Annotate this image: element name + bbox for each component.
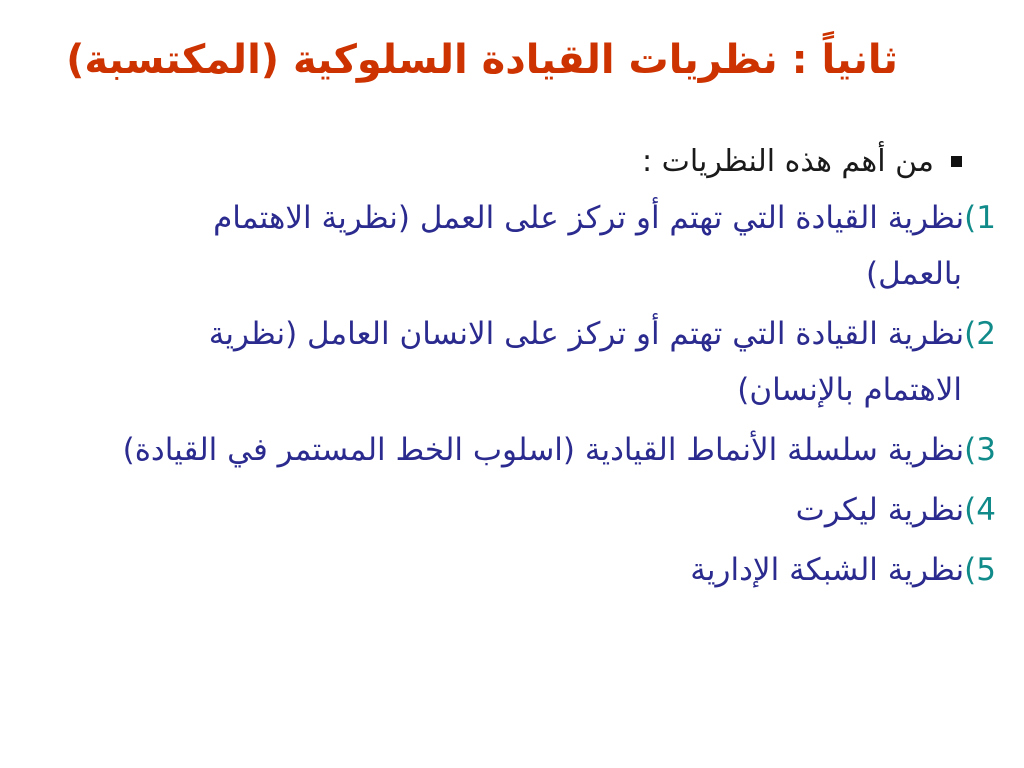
intro-line — [28, 138, 996, 186]
intro-text: من أهم هذه النظريات : — [642, 144, 934, 179]
item-text: نظرية سلسلة الأنماط القيادية (اسلوب الخط المستمر في القيادة) — [122, 432, 965, 468]
list-item-2 — [28, 306, 996, 418]
list-item-1 — [28, 190, 996, 302]
item-text: نظرية القيادة التي تهتم أو تركز على العمل (نظرية الاهتمام — [213, 200, 965, 236]
item-number: 1) — [964, 200, 996, 236]
slide-title: ثانياً : نظريات القيادة السلوكية (المكتسبة) — [66, 37, 898, 83]
item-text: نظرية الشبكة الإدارية — [690, 552, 965, 588]
item-number: 4) — [964, 492, 996, 528]
list-item-4 — [28, 482, 996, 538]
square-bullet-icon — [951, 156, 962, 167]
item-continuation: الاهتمام بالإنسان) — [737, 372, 962, 408]
item-text: نظرية ليكرت — [795, 492, 965, 528]
list-item-3 — [28, 422, 996, 478]
item-number: 5) — [964, 552, 996, 588]
item-text: نظرية القيادة التي تهتم أو تركز على الانسان العامل (نظرية — [208, 316, 965, 352]
list-item-5 — [28, 542, 996, 598]
item-continuation: بالعمل) — [866, 256, 962, 292]
item-number: 3) — [964, 432, 996, 468]
slide-body — [28, 138, 996, 598]
item-number: 2) — [964, 316, 996, 352]
